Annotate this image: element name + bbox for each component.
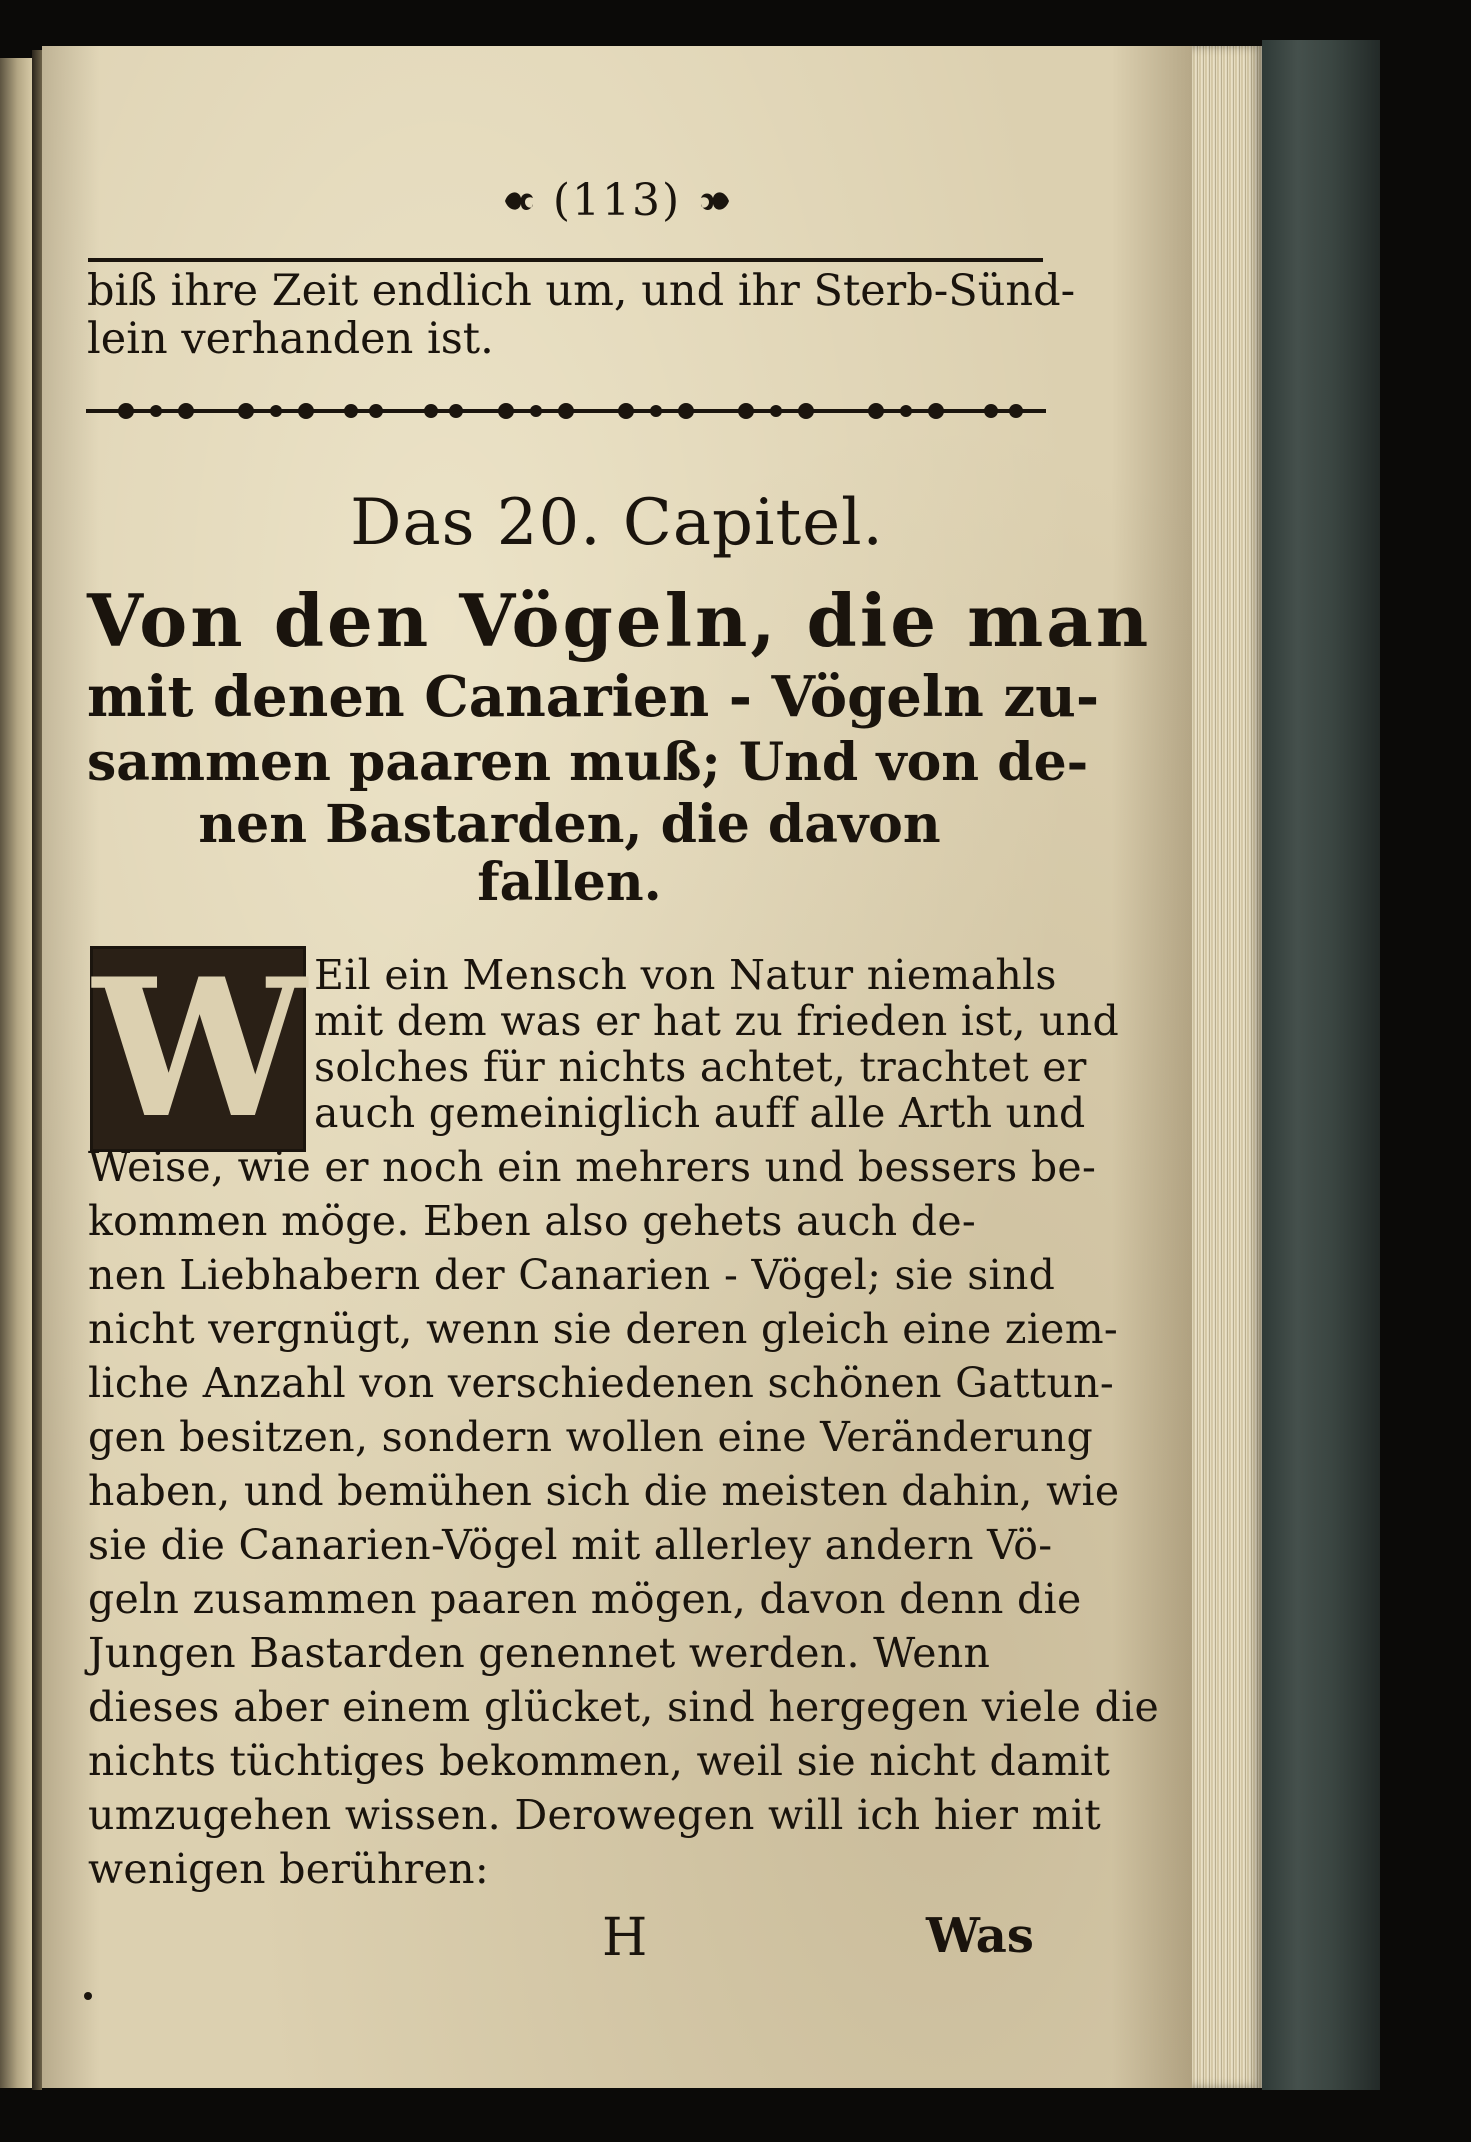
chapter-title-line: fallen.	[477, 852, 662, 913]
signature-mark: H	[602, 1908, 648, 1968]
body-line: Jungen Bastarden genennet werden. Wenn	[88, 1629, 991, 1677]
text-line: lein verhanden ist.	[87, 314, 494, 364]
background	[1380, 40, 1471, 2090]
page-header	[42, 172, 1192, 226]
chapter-title-line: Von den Vögeln, die man	[87, 578, 1152, 663]
ornamental-divider-icon	[86, 398, 1046, 424]
body-line: liche Anzahl von verschiedenen schönen Gattun-	[88, 1359, 1115, 1407]
initial-letter: W	[93, 937, 307, 1160]
book-page	[42, 46, 1192, 2088]
book-gutter	[32, 50, 42, 2090]
chapter-number: Das 20. Capitel.	[350, 486, 884, 560]
body-line: solches für nichts achtet, trachtet er	[314, 1043, 1087, 1091]
body-line: nen Liebhabern der Canarien - Vögel; sie sind	[88, 1251, 1056, 1299]
body-line: nichts tüchtiges bekommen, weil sie nicht damit	[88, 1737, 1111, 1785]
fleuron-right-icon	[697, 186, 733, 216]
ink-dot	[84, 1992, 92, 2000]
chapter-title-line: sammen paaren muß; Und von de-	[87, 732, 1089, 793]
fleuron-left-icon	[501, 186, 537, 216]
chapter-title-line: mit denen Canarien - Vögeln zu-	[87, 664, 1100, 730]
catchword: Was	[926, 1908, 1034, 1964]
body-line: dieses aber einem glücket, sind hergegen viele die	[88, 1683, 1160, 1731]
facing-page-edge	[0, 58, 32, 2088]
body-line: auch gemeiniglich auff alle Arth und	[314, 1089, 1086, 1137]
header-rule	[88, 258, 1043, 262]
page-number: (113)	[552, 175, 682, 226]
body-line: wenigen berühren:	[88, 1845, 489, 1893]
text-line: biß ihre Zeit endlich um, und ihr Sterb-Sünd-	[87, 266, 1076, 316]
decorated-initial	[90, 937, 307, 1160]
body-line: geln zusammen paaren mögen, davon denn die	[88, 1575, 1082, 1623]
body-line: umzugehen wissen. Derowegen will ich hier mit	[88, 1791, 1102, 1839]
body-line: Weise, wie er noch ein mehrers und bessers be-	[88, 1143, 1097, 1191]
body-line: gen besitzen, sondern wollen eine Veränderung	[88, 1413, 1094, 1461]
body-line: haben, und bemühen sich die meisten dahin, wie	[88, 1467, 1120, 1515]
body-line: nicht vergnügt, wenn sie deren gleich eine ziem-	[88, 1305, 1119, 1353]
body-line: sie die Canarien-Vögel mit allerley andern Vö-	[88, 1521, 1053, 1569]
chapter-title-line: nen Bastarden, die davon	[198, 794, 941, 855]
body-line: Eil ein Mensch von Natur niemahls	[314, 951, 1057, 999]
body-line: mit dem was er hat zu frieden ist, und	[314, 997, 1120, 1045]
body-line: kommen möge. Eben also gehets auch de-	[88, 1197, 977, 1245]
page-block-edges	[1192, 46, 1262, 2088]
book-cover	[1262, 40, 1380, 2090]
